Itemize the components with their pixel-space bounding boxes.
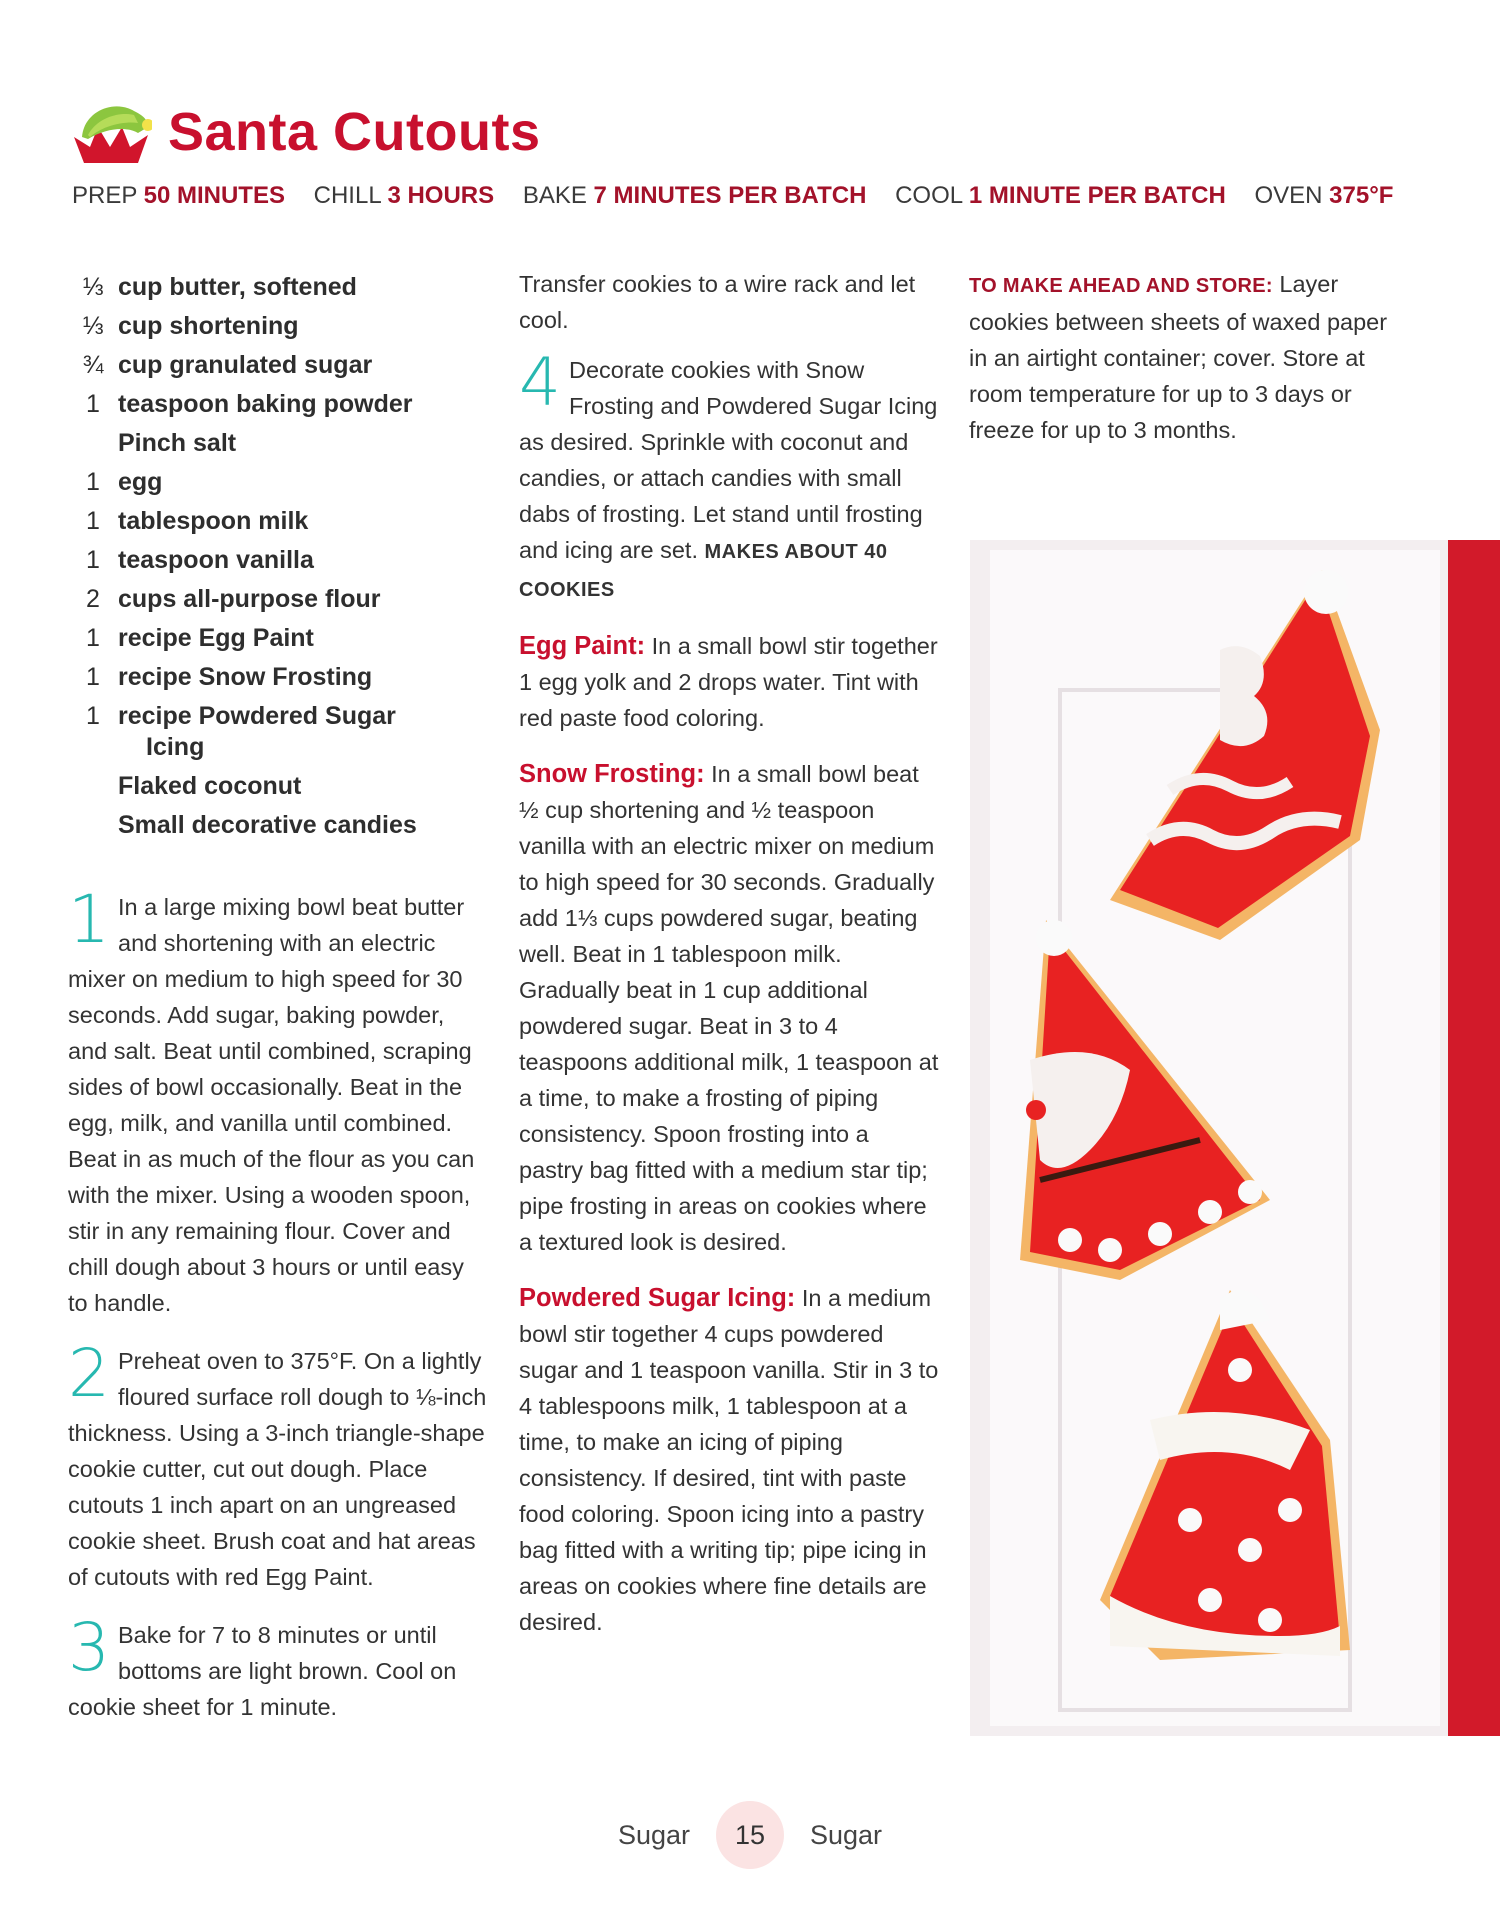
- ingredient-text: [118, 697, 488, 767]
- sub-recipe-heading: Powdered Sugar Icing:: [519, 1284, 796, 1312]
- meta-value: 50 MINUTES: [143, 182, 285, 209]
- ingredient-text-line: recipe Powdered Sugar: [118, 702, 396, 730]
- step-number: 1: [68, 881, 110, 958]
- ingredient-row: [68, 658, 488, 697]
- page-number: 15: [716, 1801, 784, 1869]
- make-ahead-text: Layer cookies between sheets of waxed paper in an airtight container; cover. Store at room temperature for up to 3 days or freeze for up to 3 months.: [969, 271, 1388, 443]
- sub-recipe-heading: Snow Frosting:: [519, 760, 705, 788]
- step-3: [68, 1609, 488, 1725]
- ingredient-qty: 1: [86, 663, 100, 691]
- ingredient-row: [68, 580, 488, 619]
- footer-right-label: Sugar: [810, 1819, 883, 1850]
- ingredient-row: [68, 307, 488, 346]
- ingredient-row: [68, 502, 488, 541]
- ingredient-qty: ⅓: [82, 273, 104, 301]
- powdered-sugar-icing-recipe: [519, 1280, 939, 1640]
- column-directions: [519, 266, 939, 1640]
- ingredient-row: [68, 463, 488, 502]
- sub-recipe-text: In a small bowl beat ½ cup shortening and ½ teaspoon vanilla with an electric mixer on medium to high speed for 30 seconds. Gradually add 1⅓ cups powdered sugar, beating well. Beat in 1 tablespoon milk. Gradually beat in 1 cup additional powdered sugar. Beat in 3 to 4 teaspoons additional milk, 1 teaspoon at a time, to make a frosting of piping consistency. Spoon frosting into a pastry bag fitted with a medium star tip; pipe frosting in areas on cookies where a textured look is desired.: [519, 761, 939, 1255]
- meta-value: 375°F: [1329, 182, 1394, 209]
- ingredient-qty: 1: [86, 702, 100, 730]
- ingredient-text: Pinch salt: [118, 429, 237, 457]
- ingredient-row: [68, 346, 488, 385]
- meta-label: BAKE: [522, 182, 587, 209]
- step-text: Bake for 7 to 8 minutes or until bottoms are light brown. Cool on cookie sheet for 1 minute.: [68, 1622, 457, 1720]
- step-3-continued: Transfer cookies to a wire rack and let cool.: [519, 271, 916, 333]
- ingredient-row: [68, 767, 488, 806]
- ingredient-text: cup shortening: [118, 312, 299, 340]
- ingredient-text: recipe Snow Frosting: [118, 663, 373, 691]
- ingredient-list: [68, 268, 488, 845]
- ingredient-text: Flaked coconut: [118, 772, 302, 800]
- column-make-ahead: [969, 266, 1389, 448]
- page-footer: [560, 1800, 940, 1870]
- step-number: 4: [519, 344, 561, 421]
- ingredient-text: Small decorative candies: [118, 811, 417, 839]
- meta-value: 3 HOURS: [387, 182, 495, 209]
- step-text: Decorate cookies with Snow Frosting and Powdered Sugar Icing as desired. Sprinkle with coconut and candies, or attach candies with small dabs of frosting. Let stand until frosting and icing are set.: [519, 357, 938, 563]
- ingredient-qty: 1: [86, 507, 100, 535]
- ingredient-row: [68, 619, 488, 658]
- ingredient-text-line: Icing: [146, 733, 205, 761]
- ingredient-qty: 2: [86, 585, 100, 613]
- ingredient-row: [68, 541, 488, 580]
- column-ingredients: [68, 268, 488, 1725]
- ingredient-text: tablespoon milk: [118, 507, 309, 535]
- meta-value: 1 MINUTE PER BATCH: [968, 182, 1226, 209]
- snow-frosting-recipe: [519, 756, 939, 1260]
- ingredient-text: teaspoon vanilla: [118, 546, 314, 574]
- title-block: [68, 92, 541, 172]
- recipe-times: [72, 182, 1415, 210]
- step-number: 2: [68, 1335, 110, 1412]
- ingredient-text: cups all-purpose flour: [118, 585, 381, 613]
- step-text: Preheat oven to 375°F. On a lightly floured surface roll dough to ⅛-inch thickness. Using a 3-inch triangle-shape cookie cutter, cut out dough. Place cutouts 1 inch apart on an ungreased cookie sheet. Brush coat and hat areas of cutouts with red Egg Paint.: [68, 1348, 487, 1590]
- ingredient-row: [68, 424, 488, 463]
- yield: MAKES ABOUT 40 COOKIES: [519, 541, 888, 601]
- ingredient-text: egg: [118, 468, 163, 496]
- ingredient-text: cup butter, softened: [118, 273, 357, 301]
- ingredient-text: teaspoon baking powder: [118, 390, 413, 418]
- step-1: [68, 881, 488, 1321]
- santa-cookies-photo: [970, 540, 1500, 1736]
- make-ahead-heading: TO MAKE AHEAD AND STORE:: [969, 275, 1273, 297]
- ingredient-qty: 1: [86, 624, 100, 652]
- egg-paint-recipe: [519, 628, 939, 736]
- meta-label: CHILL: [313, 182, 381, 209]
- meta-label: COOL: [895, 182, 963, 209]
- elf-hat-icon: [68, 97, 152, 167]
- meta-label: PREP: [72, 182, 137, 209]
- ingredient-text: recipe Egg Paint: [118, 624, 314, 652]
- ingredient-text: cup granulated sugar: [118, 351, 373, 379]
- footer-left-label: Sugar: [617, 1819, 690, 1850]
- ingredient-qty: [68, 767, 118, 806]
- page-title: Santa Cutouts: [168, 102, 541, 162]
- ingredient-qty: [68, 424, 118, 463]
- ingredient-qty: 1: [86, 546, 100, 574]
- ingredient-qty: 1: [86, 390, 100, 418]
- ingredient-qty: ¾: [82, 351, 104, 379]
- step-number: 3: [68, 1609, 110, 1686]
- step-4: [519, 344, 939, 608]
- step-2: [68, 1335, 488, 1595]
- ingredient-row: [68, 806, 488, 845]
- ingredient-qty: ⅓: [82, 312, 104, 340]
- sub-recipe-heading: Egg Paint:: [519, 632, 646, 660]
- ingredient-qty: 1: [86, 468, 100, 496]
- sub-recipe-text: In a medium bowl stir together 4 cups powdered sugar and 1 teaspoon vanilla. Stir in 3 to 4 tablespoons milk, 1 tablespoon at a time, to make an icing of piping consistency. If desired, tint with paste food coloring. Spoon icing into a pastry bag fitted with a writing tip; pipe icing in areas on cookies where fine details are desired.: [519, 1285, 939, 1635]
- meta-label: OVEN: [1254, 182, 1323, 209]
- meta-value: 7 MINUTES PER BATCH: [593, 182, 867, 209]
- sub-recipe-text: In a small bowl stir together 1 egg yolk and 2 drops water. Tint with red paste food coloring.: [519, 633, 938, 731]
- ingredient-row: [68, 385, 488, 424]
- ingredient-row: [68, 697, 488, 767]
- ingredient-row: [68, 268, 488, 307]
- ingredient-qty: [68, 806, 118, 845]
- step-text: In a large mixing bowl beat butter and shortening with an electric mixer on medium to high speed for 30 seconds. Add sugar, baking powder, and salt. Beat until combined, scraping sides of bowl occasionally. Beat in the egg, milk, and vanilla until combined. Beat in as much of the flour as you can with the mixer. Using a wooden spoon, stir in any remaining flour. Cover and chill dough about 3 hours or until easy to handle.: [68, 894, 475, 1316]
